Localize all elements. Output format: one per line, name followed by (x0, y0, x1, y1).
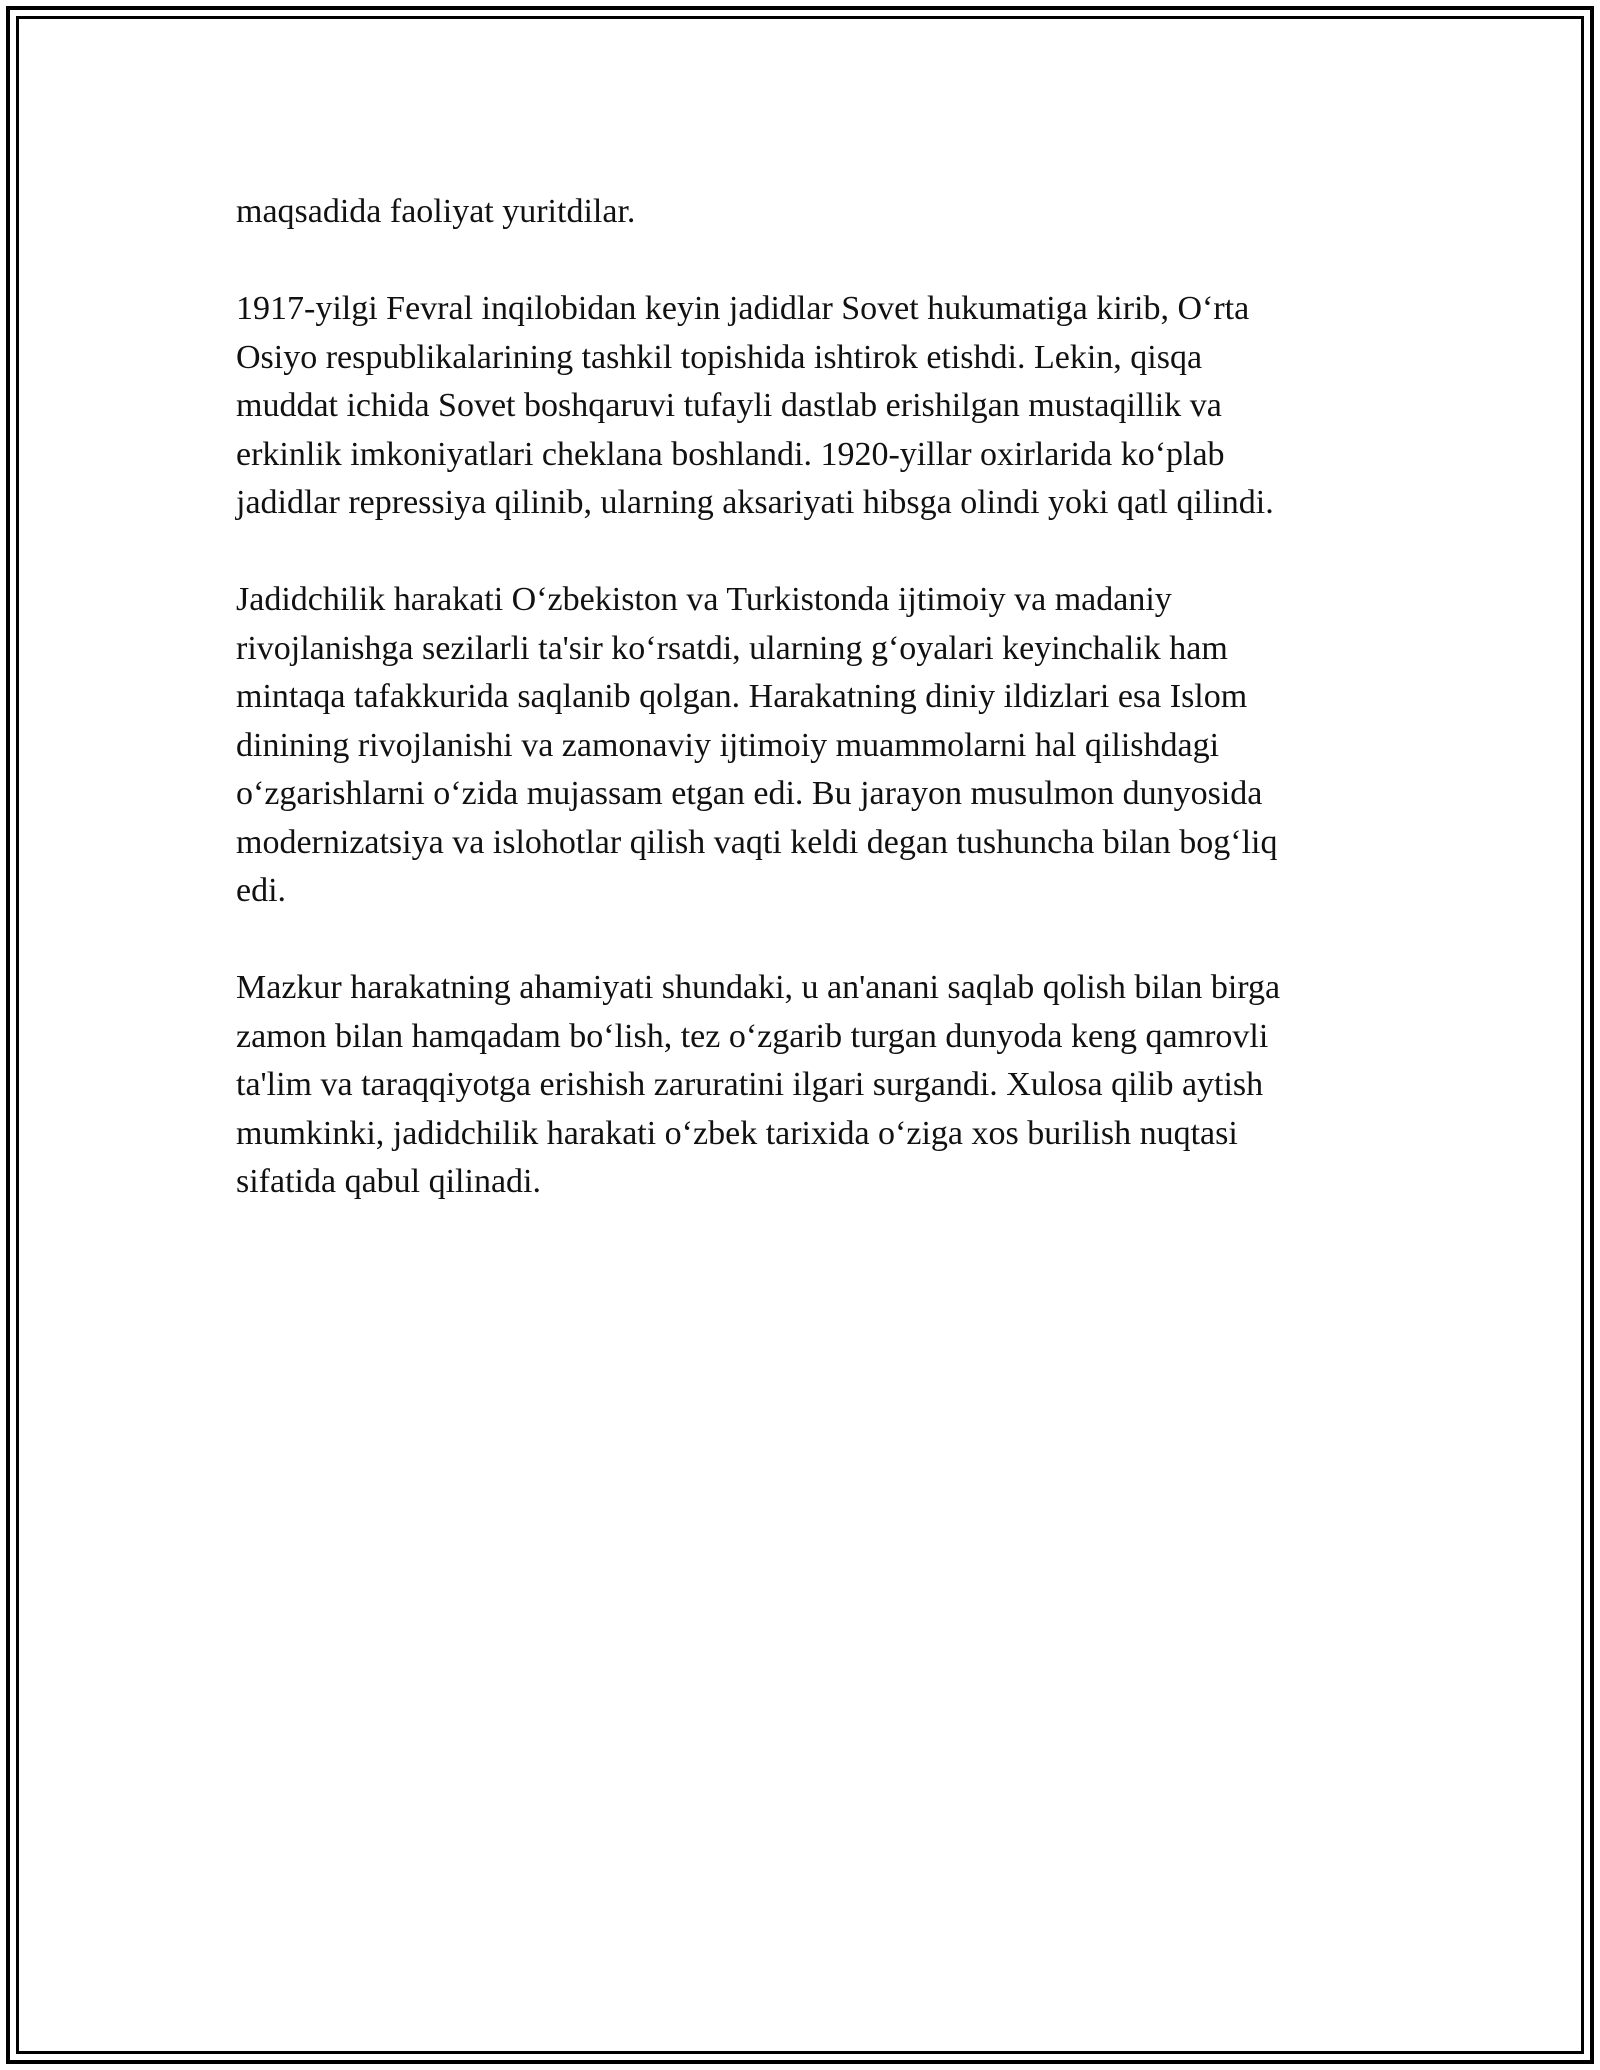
document-body (236, 188, 1396, 1255)
paragraph-1: maqsadida faoliyat yuritdilar. (236, 193, 636, 230)
paragraph-2: 1917-yilgi Fevral inqilobidan keyin jadidlar Sovet hukumatiga kirib, O‘rta Osiyo respublikalarining tashkil topishida ishtirok etishdi. Lekin, qisqa muddat ichida Sovet boshqaruvi tufayli dastlab erishilgan mustaqillik va erkinlik imkoniyatlari cheklana boshlandi. 1920-yillar oxirlarida ko‘plab jadidlar repressiya qilinib, ularning aksariyati hibsga olindi yoki qatl qilindi. (236, 290, 1274, 521)
paragraph-4: Mazkur harakatning ahamiyati shundaki, u an'anani saqlab qolish bilan birga zamon bilan hamqadam bo‘lish, tez o‘zgarib turgan dunyoda keng qamrovli ta'lim va taraqqiyotga erishish zaruratini ilgari surgandi. Xulosa qilib aytish mumkinki, jadidchilik harakati o‘zbek tarixida o‘ziga xos burilish nuqtasi sifatida qabul qilinadi. (236, 969, 1281, 1200)
paragraph-3: Jadidchilik harakati O‘zbekiston va Turkistonda ijtimoiy va madaniy rivojlanishga sezilarli ta'sir ko‘rsatdi, ularning g‘oyalari keyinchalik ham mintaqa tafakkurida saqlanib qolgan. Harakatning diniy ildizlari esa Islom dinining rivojlanishi va zamonaviy ijtimoiy muammolarni hal qilishdagi o‘zgarishlarni o‘zida mujassam etgan edi. Bu jarayon musulmon dunyosida modernizatsiya va islohotlar qilish vaqti keldi degan tushuncha bilan bog‘liq edi. (236, 581, 1278, 909)
